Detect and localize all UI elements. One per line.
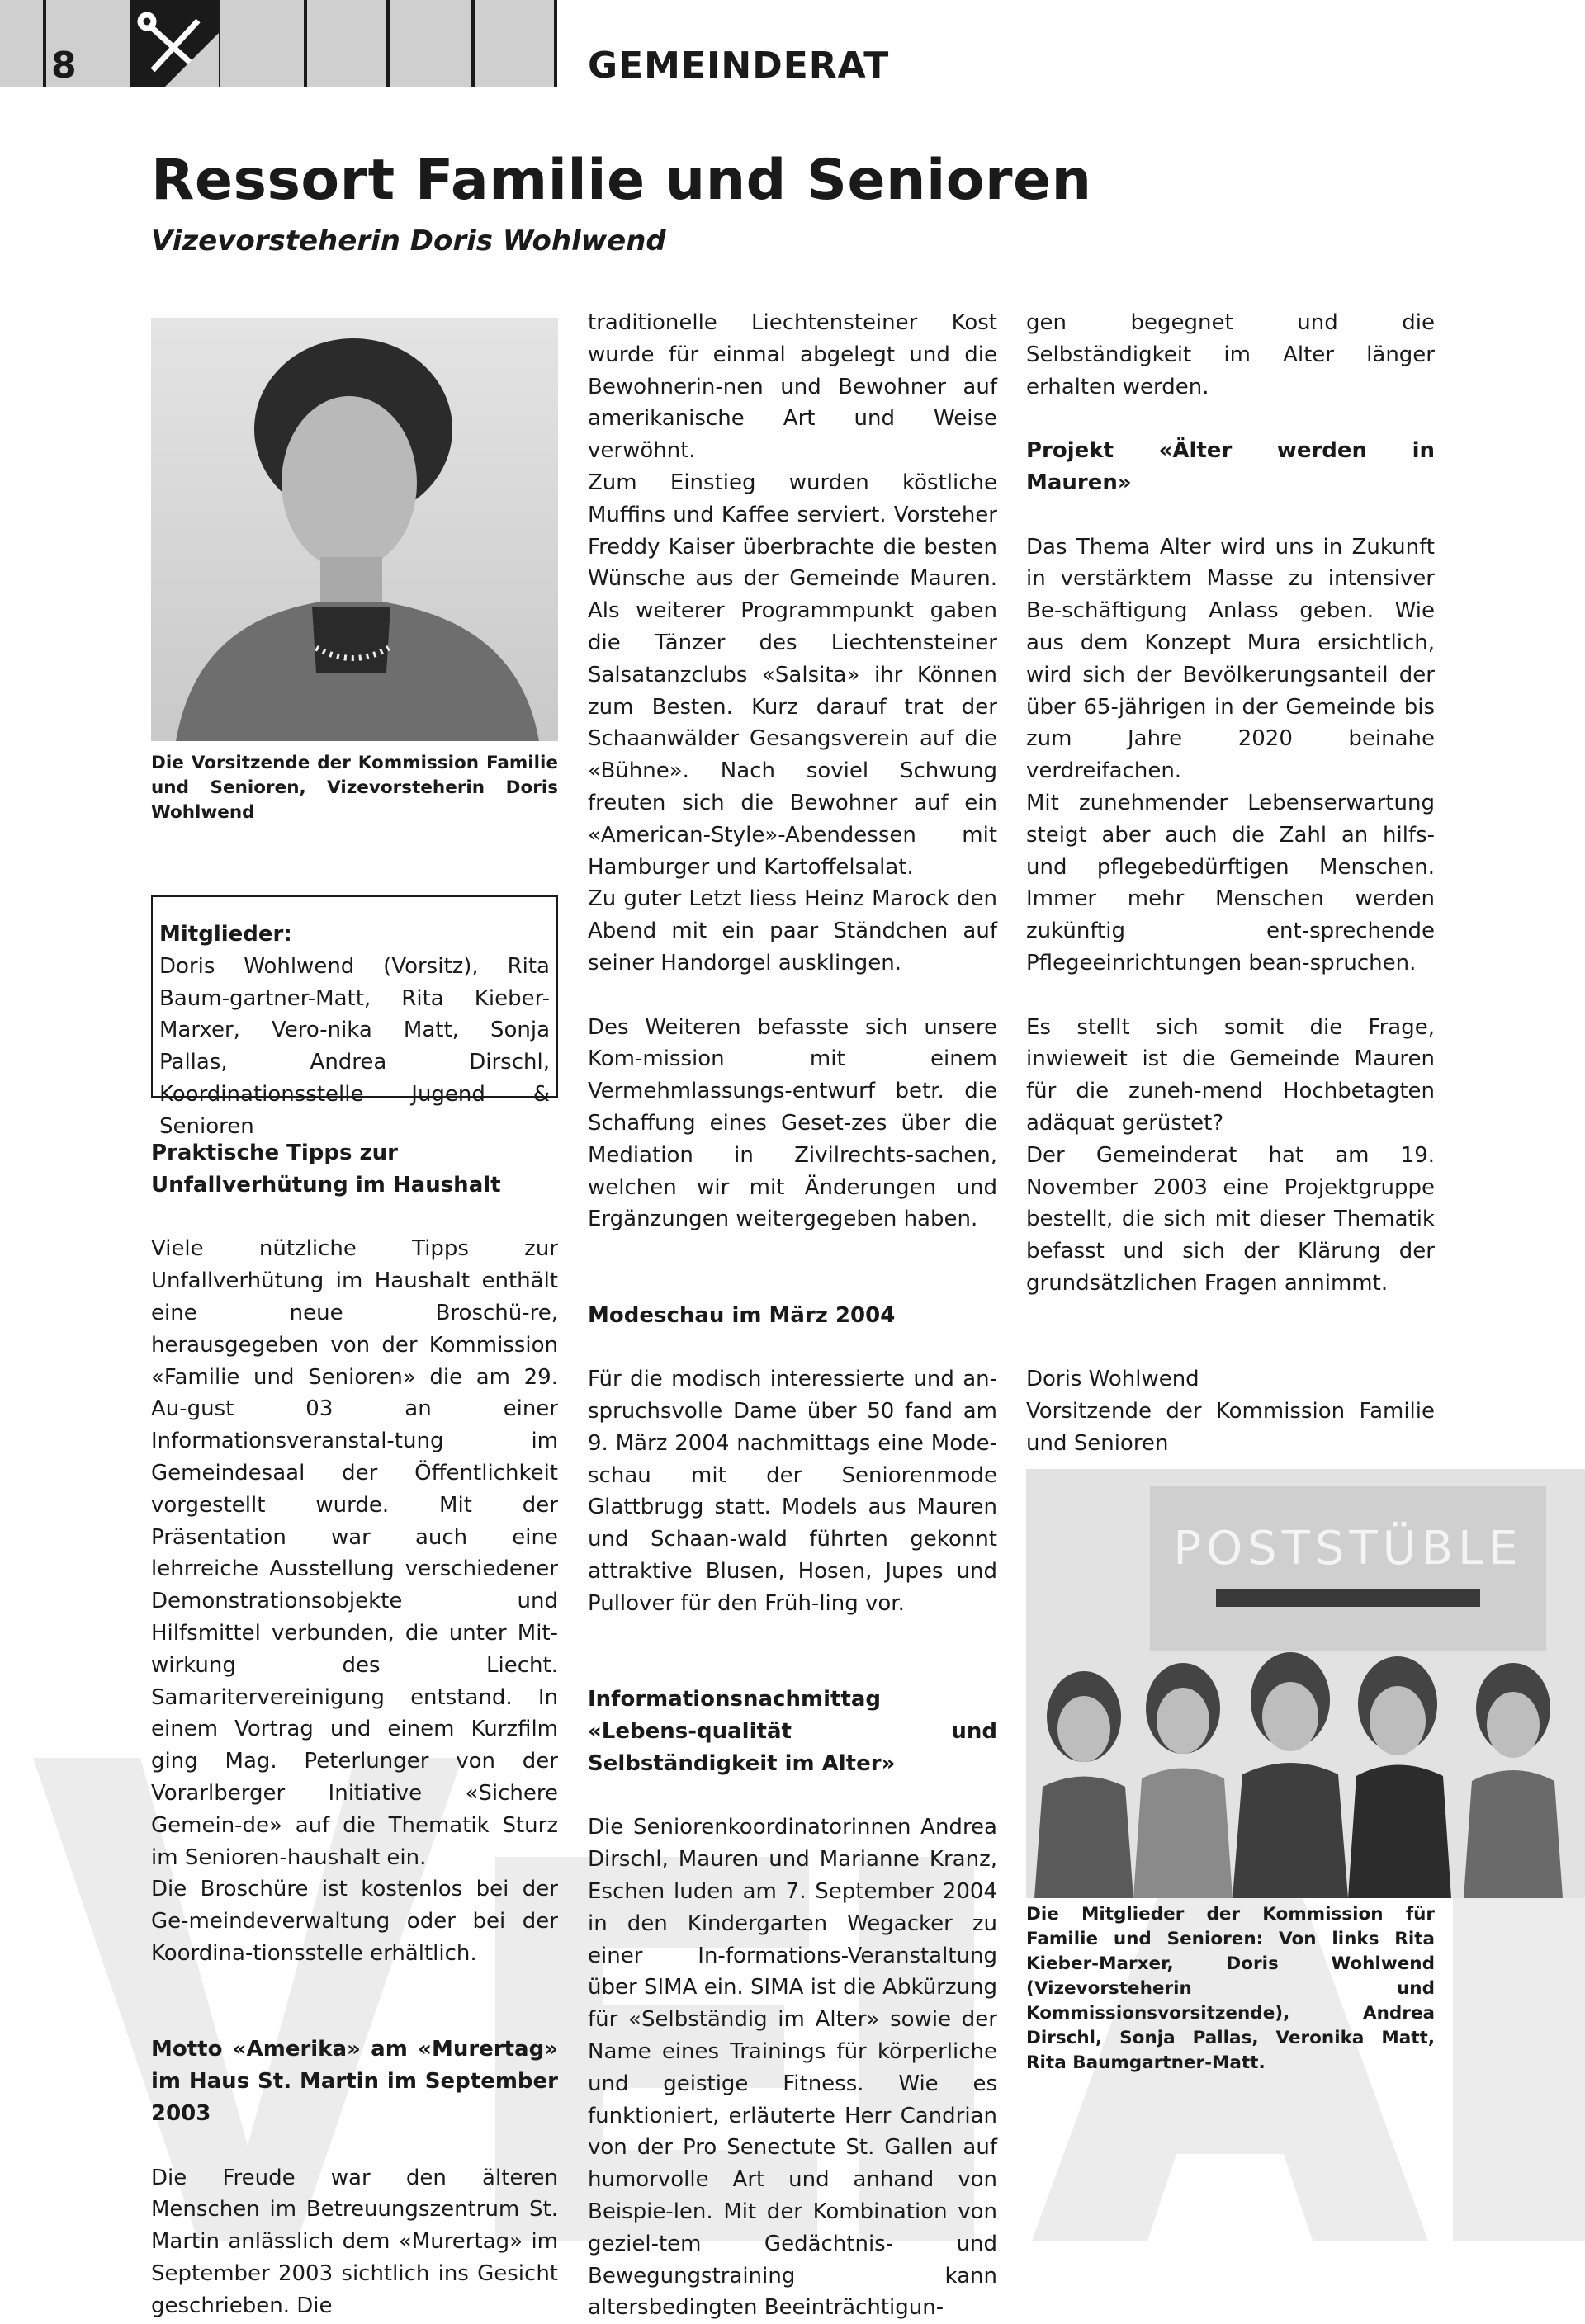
- projekt-paragraph-1: Das Thema Alter wird uns in Zukunft in verstärktem Masse zu intensiver Be-schäftigung Anlass geben. Wie aus dem Konzept Mura ersichtlich, wird sich der Bevölkerungsanteil der über 65-jährigen in der Gemeinde bis zum Jahre 2020 beinahe verdreifachen.: [1026, 534, 1435, 784]
- info-heading: Informationsnachmittag «Lebens-qualität und Selbständigkeit im Alter»: [588, 1687, 997, 1776]
- column-3: [1026, 307, 1435, 1460]
- motto-paragraph: Die Freude war den älteren Menschen im Betreuungszentrum St. Martin anlässlich dem «Murertag» im September 2003 sichtlich ins Gesicht geschrieben. Die: [151, 2165, 558, 2318]
- motto-heading: Motto «Amerika» am «Murertag» im Haus St. Martin im September 2003: [151, 2037, 558, 2126]
- modeschau-paragraph: Für die modisch interessierte und an-spruchsvolle Dame über 50 fand am 9. März 2004 nachmittags eine Mode-schau mit der Seniorenmode Glattbrugg statt. Models aus Mauren und Schaan-wald führten gekonnt attraktive Blusen, Hosen, Jupes und Pullover für den Früh-ling vor.: [588, 1367, 997, 1616]
- tips-heading-1: Praktische Tipps zur: [151, 1141, 398, 1165]
- article-subtitle: Vizevorsteherin Doris Wohlwend: [151, 224, 666, 257]
- portrait-photo: [151, 318, 558, 741]
- header-divider: [304, 0, 307, 87]
- crossed-tools-icon: [132, 0, 219, 87]
- sima-continuation: gen begegnet und die Selbständigkeit im Alter länger erhalten werden.: [1026, 310, 1435, 399]
- modeschau-heading: Modeschau im März 2004: [588, 1302, 896, 1328]
- murertag-paragraph-1: traditionelle Liechtensteiner Kost wurde für einmal abgelegt und die Bewohnerin-nen und Bewohner auf amerikanische Art und Weise verwöhnt.: [588, 310, 997, 464]
- tips-heading-2: Unfallverhütung im Haushalt: [151, 1172, 501, 1197]
- info-paragraph: Die Seniorenkoordinatorinnen Andrea Dirschl, Mauren und Marianne Kranz, Eschen luden am 7. September 2004 in den Kindergarten Wegacker zu einer In-formations-Veranstaltung über SIMA ein. SIMA ist die Abkürzung für «Selbständig im Alter» sowie der Name eines Trainings für körperliche und geistige Fitness. Wie es funktioniert, erläuterte Herr Candrian von der Pro Senectute St. Gallen auf humorvolle Art und anhand von Beispie-len. Mit der Kombination von geziel-tem Gedächtnis- und Bewegungstraining kann altersbedingten Beeinträchtigun-: [588, 1815, 997, 2321]
- group-photo: [1026, 1469, 1585, 1898]
- signature-name: Doris Wohlwend: [1026, 1367, 1199, 1392]
- header-divider: [554, 0, 557, 87]
- members-list: Doris Wohlwend (Vorsitz), Rita Baum-gartner-Matt, Rita Kieber-Marxer, Vero-nika Matt, Sonja Pallas, Andrea Dirschl, Koordinationsstelle Jugend & Senioren: [159, 953, 550, 1139]
- mediation-paragraph: Des Weiteren befasste sich unsere Kom-mission mit einem Vermehmlassungs-entwurf betr. die Schaffung eines Geset-zes über die Mediation in Zivilrechts-sachen, welchen wir mit Änderungen und Ergänzungen weitergegeben haben.: [588, 1014, 997, 1232]
- portrait-caption: Die Vorsitzende der Kommission Familie und Senioren, Vizevorsteherin Doris Wohlwend: [151, 753, 558, 823]
- members-heading: Mitglieder:: [159, 922, 292, 947]
- frage-paragraph-1: Es stellt sich somit die Frage, inwieweit ist die Gemeinde Mauren für die zuneh-mend Hochbetagten adäquat gerüstet?: [1026, 1014, 1435, 1136]
- signature-role: Vorsitzende der Kommission Familie und Senioren: [1026, 1399, 1435, 1456]
- section-title: GEMEINDERAT: [588, 45, 890, 87]
- projekt-heading: Projekt «Älter werden in Mauren»: [1026, 438, 1435, 495]
- page-number: 8: [51, 45, 77, 87]
- photo-sign-text: POSTSTÜBLE: [1173, 1522, 1523, 1575]
- article-title: Ressort Familie und Senioren: [151, 148, 1092, 213]
- group-photo-caption: Die Mitglieder der Kommission für Familie und Senioren: Von links Rita Kieber-Marxer, Doris Wohlwend (Vizevorsteherin und Kommissionsvorsitzende), Andrea Dirschl, Sonja Pallas, Veronika Matt, Rita Baumgartner-Matt.: [1026, 1904, 1435, 2073]
- header-divider: [43, 0, 46, 87]
- frage-paragraph-2: Der Gemeinderat hat am 19. November 2003 eine Projektgruppe bestellt, die sich mit dieser Thematik befasst und sich der Klärung der grundsätzlichen Fragen annimmt.: [1026, 1142, 1435, 1296]
- tips-paragraph-1: Viele nützliche Tipps zur Unfallverhütung im Haushalt enthält eine neue Broschü-re, herausgegeben von der Kommission «Familie und Senioren» die am 29. Au-gust 03 an einer Informationsveranstal-tung im Gemeindesaal der Öffentlichkeit vorgestellt wurde. Mit der Präsentation war auch eine lehrreiche Ausstellung verschiedener Demonstrationsobjekte und Hilfsmittel verbunden, die unter Mit-wirkung des Liecht. Samaritervereinigung entstand. In einem Vortrag und einem Kurzfilm ging Mag. Peterlunger von der Vorarlberger Initiative «Sichere Gemein-de» auf die Thematik Sturz im Senioren-haushalt ein.: [151, 1236, 558, 1870]
- column-1: [151, 1137, 558, 2322]
- column-2: [588, 307, 997, 2324]
- members-box: [151, 895, 558, 1139]
- projekt-paragraph-2: Mit zunehmender Lebenserwartung steigt aber auch die Zahl an hilfs- und pflegebedürftigen Menschen. Immer mehr Menschen werden zukünftig ent-sprechende Pflegeeinrichtungen bean-spruchen.: [1026, 790, 1435, 975]
- tips-paragraph-2: Die Broschüre ist kostenlos bei der Ge-meindeverwaltung oder bei der Koordina-tionsstelle erhältlich.: [151, 1877, 558, 1966]
- murertag-paragraph-2: Zum Einstieg wurden köstliche Muffins und Kaffee serviert. Vorsteher Freddy Kaiser überbrachte die besten Wünsche aus der Gemeinde Mauren. Als weiterer Programmpunkt gaben die Tänzer des Liechtensteiner Salsatanzclubs «Salsita» ihr Können zum Besten. Kurz darauf trat der Schaanwälder Gesangsverein auf die «Bühne». Nach soviel Schwung freuten sich die Bewohner auf ein «American-Style»-Abendessen mit Hamburger und Kartoffelsalat.: [588, 470, 997, 880]
- header-divider: [386, 0, 390, 87]
- murertag-paragraph-3: Zu guter Letzt liess Heinz Marock den Abend mit ein paar Ständchen auf seiner Handorgel ausklingen.: [588, 886, 997, 975]
- header-divider: [471, 0, 475, 87]
